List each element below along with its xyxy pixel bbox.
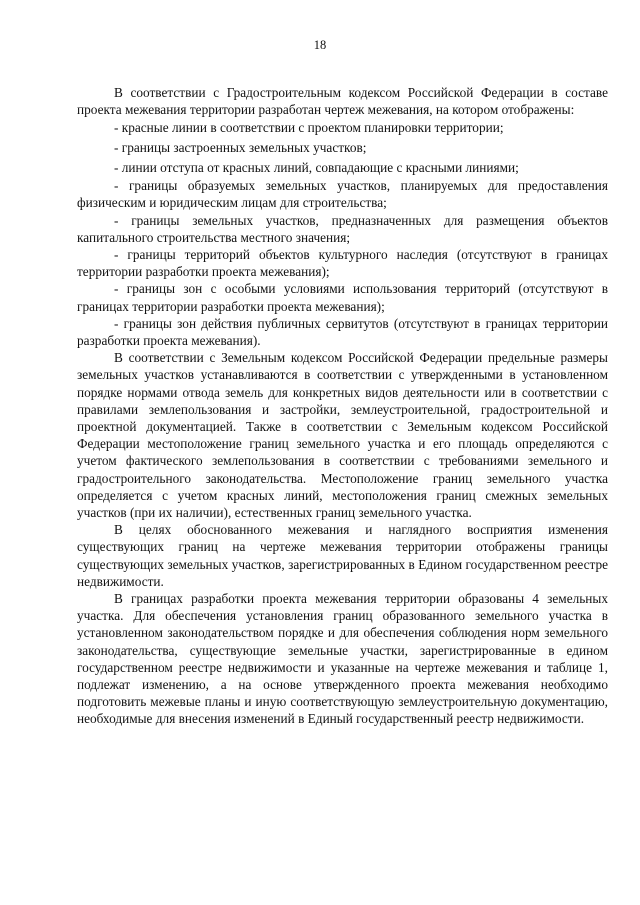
list-item-capital-construction: - границы земельных участков, предназначенных для размещения объектов капитального строительства местного значения; <box>77 212 608 245</box>
list-item-red-lines: - красные линии в соответствии с проектом планировки территории; <box>114 120 504 136</box>
paragraph-formed-plots: В границах разработки проекта межевания территории образованы 4 земельных участка. Для обеспечения установления границ образованного земельного участка в установленном законодательством порядке и для обеспечения соблюдения норм земельного законодательства, существующие земельные участки, зарегистрированные в едином государственном реестре недвижимости и указанные на чертеже межевания и таблице 1, подлежат изменению, а на основе утвержденного проекта межевания необходимо подготовить межевые планы и иную соответствующую землеустроительную документацию, необходимые для внесения изменений в Единый государственный реестр недвижимости. <box>77 591 608 727</box>
paragraph-existing-borders: В целях обоснованного межевания и наглядного восприятия изменения существующих границ на чертеже межевания территории отображены границы существующих земельных участков, зарегистрированных в Едином государственном реестре недвижимости. <box>77 522 608 589</box>
list-item-special-zones: - границы зон с особыми условиями использования территорий (отсутствуют в границах территории разработки проекта межевания); <box>77 281 608 314</box>
list-item-setback-lines: - линии отступа от красных линий, совпадающие с красными линиями; <box>114 159 519 175</box>
page-number: 18 <box>313 38 327 52</box>
list-item-public-servitudes: - границы зон действия публичных сервитутов (отсутствуют в границах территории разработки проекта межевания). <box>77 315 608 349</box>
paragraph-land-code: В соответствии с Земельным кодексом Российской Федерации предельные размеры земельных участков устанавливаются в соответствии с утвержденными в установленном порядке нормами отвода земель для конкретных видов деятельности или в соответствии с правилами землепользования и застройки, землеустроительной, градостроительной и проектной документацией. Также в соответствии с Земельным кодексом Российской Федерации местоположение границ земельного участка и его площадь определяются с учетом фактического землепользования в соответствии с требованиями земельного и градостроительного законодательства. Местоположение границ земельного участка определяется с учетом красных линий, местоположения границ смежных земельных участков (при их наличии), естественных границ земельного участка. <box>77 350 608 521</box>
list-item-built-plots: - границы застроенных земельных участков; <box>114 140 367 155</box>
list-item-cultural-heritage: - границы территорий объектов культурного наследия (отсутствуют в границах территории разработки проекта межевания); <box>77 247 608 280</box>
document-body <box>77 84 608 728</box>
list-item-new-plots: - границы образуемых земельных участков, планируемых для предоставления физическим и юридическим лицам для строительства; <box>77 178 608 211</box>
paragraph-intro: В соответствии с Градостроительным кодексом Российской Федерации в составе проекта межевания территории разработан чертеж межевания, на котором отображены: <box>77 85 608 118</box>
